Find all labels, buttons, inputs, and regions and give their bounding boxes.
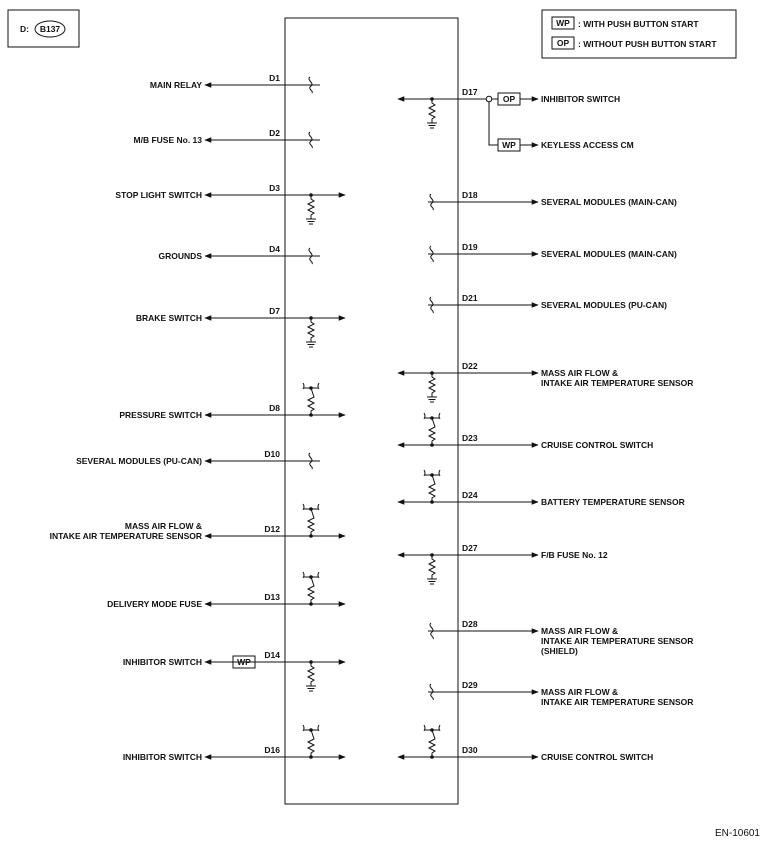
pin-d18: D18: [462, 190, 478, 200]
pin-d7: D7: [269, 306, 280, 316]
splice-d17: [486, 96, 492, 102]
resistor-d27: [429, 555, 435, 579]
pullup-d23: [429, 418, 435, 445]
wire-d17-branch: [489, 102, 498, 145]
wires-layer: [50, 73, 694, 762]
label-d13: DELIVERY MODE FUSE: [107, 599, 202, 609]
label-d17-branch: KEYLESS ACCESS CM: [541, 140, 634, 150]
label-d30: CRUISE CONTROL SWITCH: [541, 752, 654, 762]
resistor-d17: [429, 99, 435, 123]
legend-op-code: OP: [556, 38, 570, 48]
label-d14: INHIBITOR SWITCH: [122, 657, 202, 667]
label-d23: CRUISE CONTROL SWITCH: [541, 440, 654, 450]
pullup-d16: [308, 730, 314, 757]
connector-id: B137: [39, 24, 61, 34]
pin-d19: D19: [462, 242, 478, 252]
pin-d3: D3: [269, 183, 280, 193]
tag-wp-d14-text: WP: [237, 657, 251, 667]
pullup-d13: [308, 577, 314, 604]
connector-id-box: [8, 10, 79, 47]
legend-wp-code: WP: [556, 18, 570, 28]
pin-d16: D16: [264, 745, 280, 755]
pin-d28: D28: [462, 619, 478, 629]
resistor-d14: [308, 662, 314, 686]
label-d10: SEVERAL MODULES (PU-CAN): [76, 456, 202, 466]
label-d3: STOP LIGHT SWITCH: [115, 190, 202, 200]
pullup-d8: [308, 388, 314, 415]
label-d19: SEVERAL MODULES (MAIN-CAN): [541, 249, 677, 259]
pullup-d12: [308, 509, 314, 536]
label-d22-line2: INTAKE AIR TEMPERATURE SENSOR: [541, 378, 694, 388]
label-d21: SEVERAL MODULES (PU-CAN): [541, 300, 667, 310]
tag-op-d17-text: OP: [502, 94, 516, 104]
figure-reference: EN-10601: [714, 828, 760, 839]
label-d1: MAIN RELAY: [149, 80, 202, 90]
label-d29-line1: MASS AIR FLOW &: [541, 687, 619, 697]
label-d29-line2: INTAKE AIR TEMPERATURE SENSOR: [541, 697, 694, 707]
pullup-d30: [429, 730, 435, 757]
label-d28-line1: MASS AIR FLOW &: [541, 626, 619, 636]
label-d7: BRAKE SWITCH: [135, 313, 202, 323]
pin-d17: D17: [462, 87, 478, 97]
pin-d27: D27: [462, 543, 478, 553]
pullup-d24: [429, 475, 435, 502]
label-d12-line1: MASS AIR FLOW &: [124, 521, 202, 531]
label-d18: SEVERAL MODULES (MAIN-CAN): [541, 197, 677, 207]
label-d17: INHIBITOR SWITCH: [541, 94, 621, 104]
label-d27: F/B FUSE No. 12: [541, 550, 608, 560]
pin-d10: D10: [264, 449, 280, 459]
pin-d4: D4: [269, 244, 280, 254]
label-d2: M/B FUSE No. 13: [133, 135, 202, 145]
pin-d13: D13: [264, 592, 280, 602]
resistor-d3: [308, 195, 314, 219]
label-d24: BATTERY TEMPERATURE SENSOR: [541, 497, 685, 507]
tag-wp-d17-text: WP: [502, 140, 516, 150]
pin-d14: D14: [264, 650, 280, 660]
pin-d24: D24: [462, 490, 478, 500]
pin-d29: D29: [462, 680, 478, 690]
pin-d8: D8: [269, 403, 280, 413]
label-d28-line3: (SHIELD): [541, 646, 578, 656]
legend-box: [542, 10, 736, 58]
pin-d22: D22: [462, 361, 478, 371]
resistor-d22: [429, 373, 435, 397]
label-d28-line2: INTAKE AIR TEMPERATURE SENSOR: [541, 636, 694, 646]
label-d12-line2: INTAKE AIR TEMPERATURE SENSOR: [49, 531, 202, 541]
pin-d1: D1: [269, 73, 280, 83]
pin-d12: D12: [264, 524, 280, 534]
resistor-d7: [308, 318, 314, 342]
connector-prefix: D:: [20, 24, 29, 34]
legend-wp-text: : WITH PUSH BUTTON START: [578, 19, 699, 29]
pin-d30: D30: [462, 745, 478, 755]
label-d16: INHIBITOR SWITCH: [122, 752, 202, 762]
label-d22-line1: MASS AIR FLOW &: [541, 368, 619, 378]
pin-d21: D21: [462, 293, 478, 303]
pin-d2: D2: [269, 128, 280, 138]
label-d8: PRESSURE SWITCH: [119, 410, 202, 420]
label-d4: GROUNDS: [158, 251, 202, 261]
pin-d23: D23: [462, 433, 478, 443]
legend-op-text: : WITHOUT PUSH BUTTON START: [578, 39, 717, 49]
